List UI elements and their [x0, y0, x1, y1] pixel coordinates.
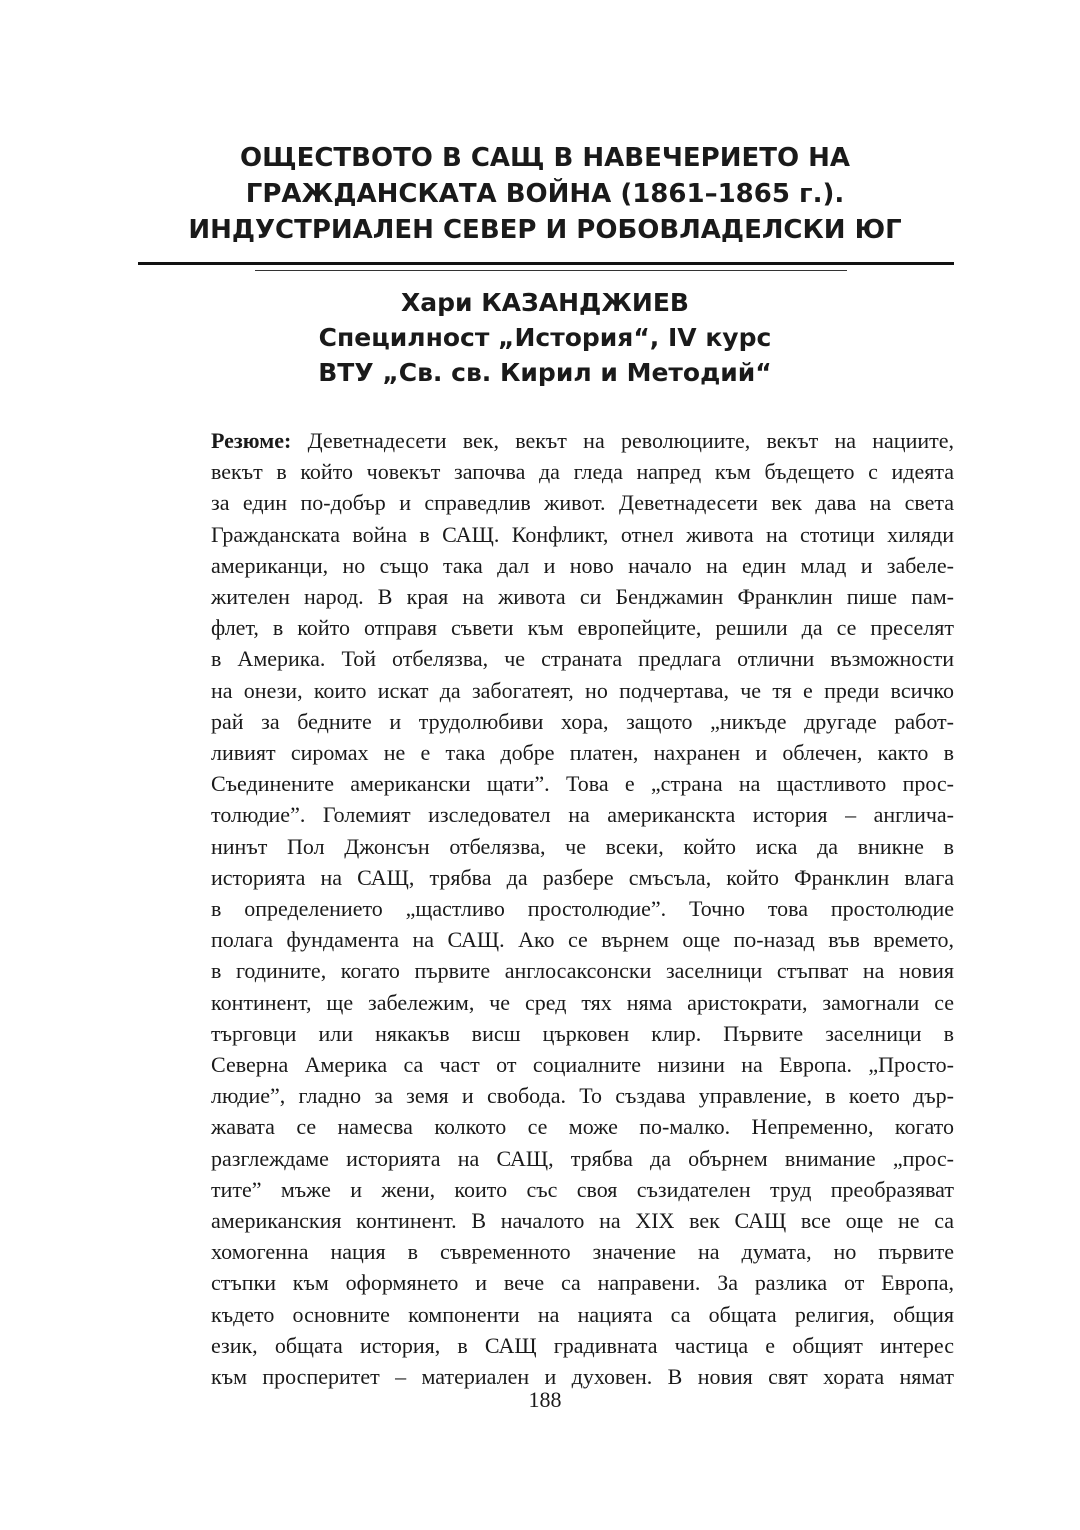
abstract-line: Съединените американски щати”. Това е „страна на щастливото прос- [211, 771, 954, 797]
abstract-line: людие”, гладно за земя и свобода. То създава управление, в което дър- [211, 1083, 954, 1109]
abstract-line: стъпки към оформянето и вече са направени. За разлика от Европа, [211, 1270, 954, 1296]
title-divider-thin [255, 270, 847, 271]
author-block [120, 285, 970, 390]
page-number: 188 [528, 1387, 562, 1412]
abstract-line: към просперитет – материален и духовен. В новия свят хората нямат [211, 1364, 954, 1390]
abstract-line: в годините, когато първите англосаксонски заселници стъпват на новия [211, 958, 954, 984]
title-line-2: ГРАЖДАНСКАТА ВОЙНА (1861–1865 г.). [245, 179, 845, 209]
abstract-label: Резюме: [211, 428, 292, 453]
author-specialty: Специлност „История“, IV курс [318, 323, 772, 352]
abstract-line: в определението „щастливо простолюдие”. Точно това простолюдие [211, 896, 954, 922]
abstract-line: рай за бедните и трудолюбиви хора, защото „никъде другаде работ- [211, 708, 954, 734]
abstract-line [211, 425, 954, 456]
abstract-line: ливият сиромах не е така добре платен, нахранен и облечен, както в [211, 740, 954, 766]
title-line-3: ИНДУСТРИАЛЕН СЕВЕР И РОБОВЛАДЕЛСКИ ЮГ [188, 215, 902, 245]
abstract-line: американския континент. В началото на XIX век САЩ все още не са [211, 1208, 954, 1234]
abstract-line: толюдие”. Големият изследовател на американскта история – англича- [211, 802, 954, 828]
abstract-line: търговци или някакъв висш църковен клир. Първите заселници в [211, 1020, 954, 1046]
abstract-line: хомогенна нация в съвременното значение на думата, но първите [211, 1239, 954, 1265]
abstract-line: на онези, които искат да забогатеят, но подчертава, че тя е преди всичко [211, 677, 954, 703]
abstract-line: за един по-добър и справедлив живот. Деветнадесети век дава на света [211, 490, 954, 516]
abstract-line: тите” мъже и жени, които със своя съзидателен труд преобразяват [211, 1176, 954, 1202]
abstract-line: векът в който човекът започва да гледа напред към бъдещето с идеята [211, 459, 954, 485]
title-line-1: ОЩЕСТВОТО В САЩ В НАВЕЧЕРИЕТО НА [240, 143, 850, 173]
abstract-first-line-text: Деветнадесети век, векът на революциите, векът на нациите, [291, 428, 954, 453]
abstract-line: историята на САЩ, трябва да разбере смъсъла, който Франклин влага [211, 864, 954, 890]
abstract-line: език, общата история, в САЩ градивната частица е общият интерес [211, 1332, 954, 1358]
abstract-line: континент, ще забележим, че сред тях няма аристократи, замогнали се [211, 989, 954, 1015]
abstract-line: където основните компоненти на нацията са общата религия, общия [211, 1301, 954, 1327]
author-name: Хари КАЗАНДЖИЕВ [400, 288, 689, 317]
abstract-line: в Америка. Той отбелязва, че страната предлага отлични възможности [211, 646, 954, 672]
abstract-line: Гражданската война в САЩ. Конфликт, отнел живота на стотици хиляди [211, 521, 954, 547]
abstract-line: флет, в който отправя съвети към европейците, решили да се преселят [211, 615, 954, 641]
title-divider-thick [138, 262, 954, 265]
abstract-line: жителен народ. В края на живота си Бенджамин Франклин пише пам- [211, 584, 954, 610]
abstract-line: разглеждаме историята на САЩ, трябва да обърнем внимание „прос- [211, 1145, 954, 1171]
abstract-line: жавата се намесва колкото се може по-малко. Непременно, когато [211, 1114, 954, 1140]
abstract-line: полага фундамента на САЩ. Ако се върнем още по-назад във времето, [211, 927, 954, 953]
abstract-line: нинът Пол Джонсън отбелязва, че всеки, който иска да вникне в [211, 833, 954, 859]
abstract-line: Северна Америка са част от социалните низини на Европа. „Просто- [211, 1052, 954, 1078]
author-university: ВТУ „Св. св. Кирил и Методий“ [318, 358, 772, 387]
abstract-body [211, 425, 954, 1392]
abstract-line: американци, но също така дал и ново начало на един млад и забеле- [211, 552, 954, 578]
article-title [120, 140, 970, 248]
